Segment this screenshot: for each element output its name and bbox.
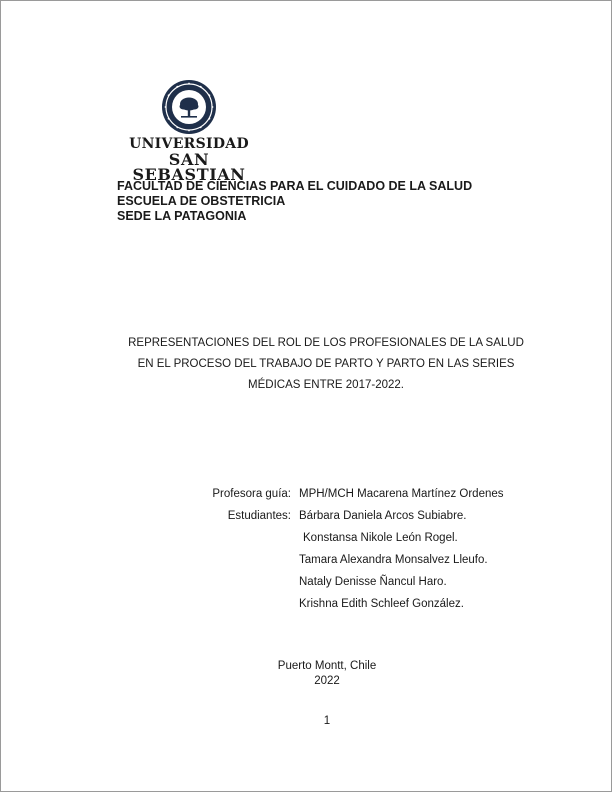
- student-name: Konstansa Nikole León Rogel.: [303, 532, 458, 544]
- advisor-label: Profesora guía:: [212, 488, 291, 500]
- advisor-name: MPH/MCH Macarena Martínez Ordenes: [299, 488, 504, 500]
- student-row: [1, 571, 612, 593]
- title-line: MÉDICAS ENTRE 2017-2022.: [248, 379, 404, 391]
- city: Puerto Montt, Chile: [277, 660, 377, 672]
- school-name: ESCUELA DE OBSTETRICIA: [117, 194, 286, 208]
- year: 2022: [314, 675, 340, 687]
- student-row: [1, 593, 612, 615]
- campus-name: SEDE LA PATAGONIA: [117, 209, 247, 223]
- student-name: Bárbara Daniela Arcos Subiabre.: [299, 510, 467, 522]
- title-line: REPRESENTACIONES DEL ROL DE LOS PROFESIONALES DE LA SALUD: [128, 337, 524, 349]
- thesis-title: [91, 333, 561, 396]
- students-row: [1, 505, 612, 527]
- university-logo: [119, 79, 259, 182]
- student-row: [1, 527, 612, 549]
- student-name: Tamara Alexandra Monsalvez Lleufo.: [299, 554, 488, 566]
- student-row: [1, 549, 612, 571]
- credits-block: [1, 483, 612, 615]
- student-name: Krishna Edith Schleef González.: [299, 598, 464, 610]
- logo-wordmark-line1: UNIVERSIDAD: [129, 136, 249, 152]
- title-line: EN EL PROCESO DEL TRABAJO DE PARTO Y PARTO EN LAS SERIES: [137, 358, 515, 370]
- page-number: 1: [323, 715, 331, 727]
- place-date-block: [1, 659, 612, 689]
- university-seal-icon: [161, 79, 217, 135]
- students-label: Estudiantes:: [227, 510, 291, 522]
- advisor-row: [1, 483, 612, 505]
- faculty-name: FACULTAD DE CIENCIAS PARA EL CUIDADO DE LA SALUD: [117, 179, 473, 193]
- student-name: Nataly Denisse Ñancul Haro.: [299, 576, 447, 588]
- faculty-block: [117, 179, 472, 224]
- logo-wordmark-line2: SAN SEBASTIAN: [132, 150, 246, 184]
